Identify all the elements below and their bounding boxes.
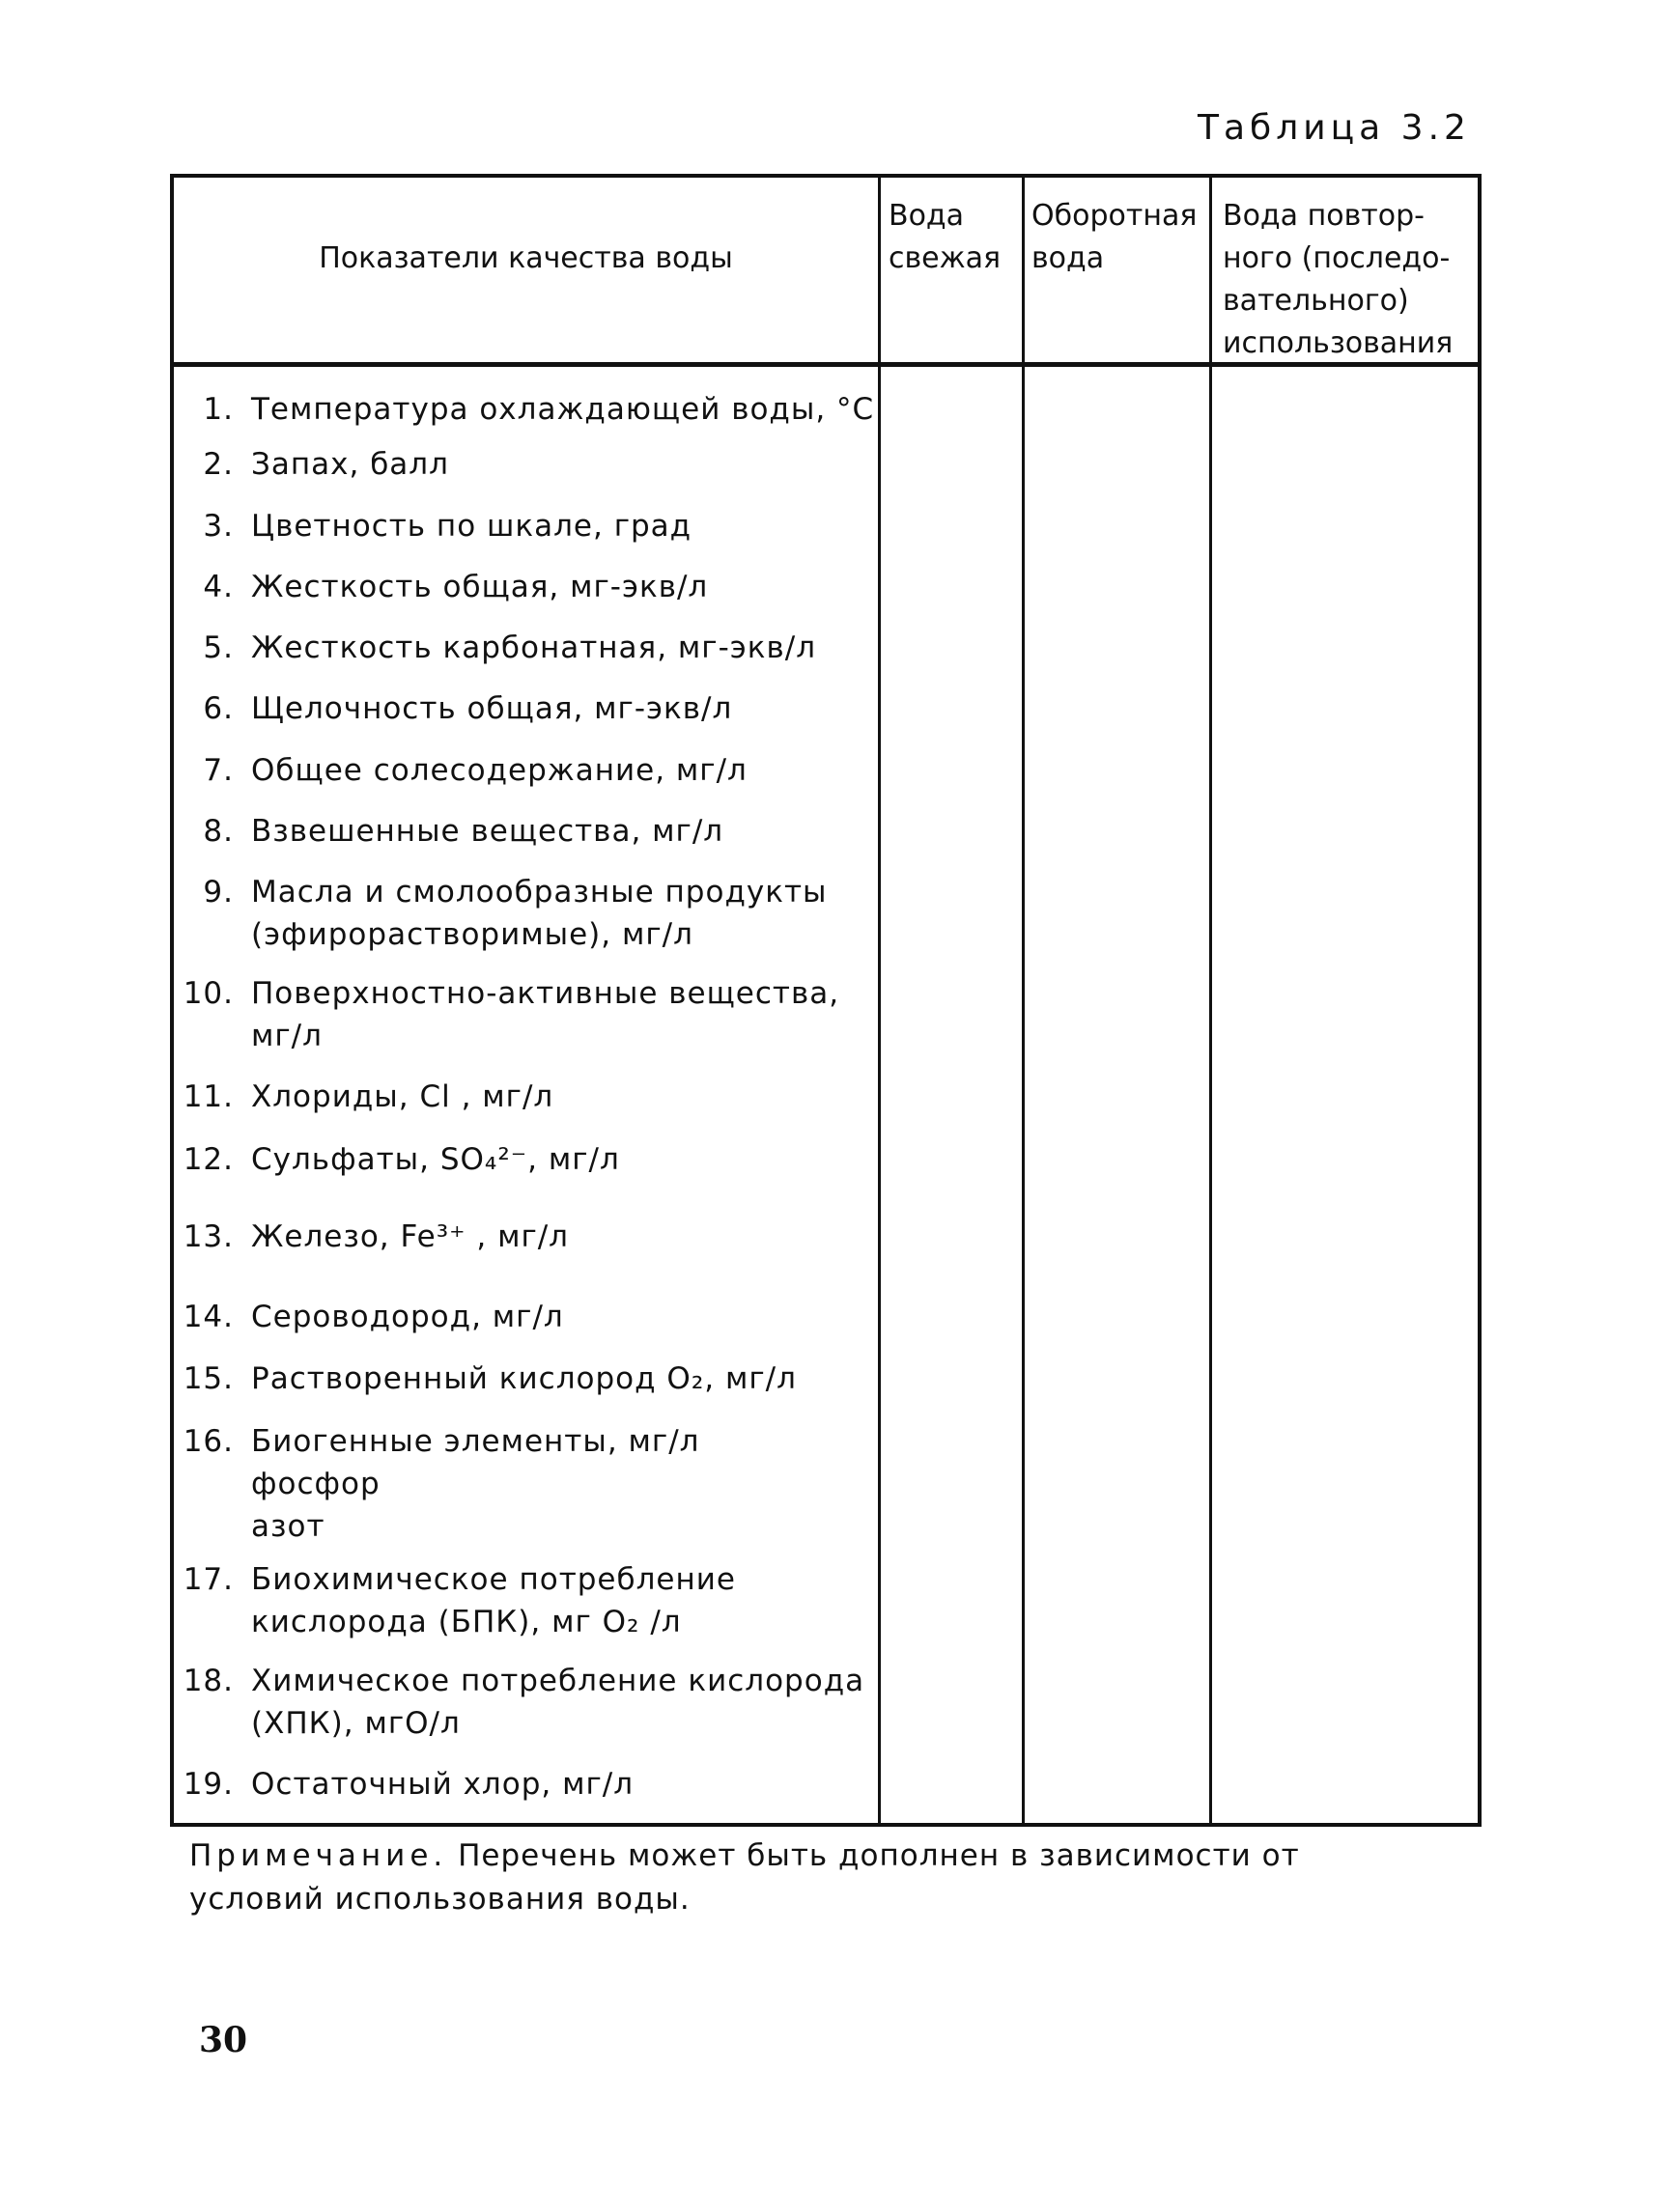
row-number: 19.: [183, 1767, 234, 1802]
row-number: 2.: [203, 447, 234, 482]
indicator-line: (ХПК), мгО/л: [251, 1706, 461, 1741]
row-number: 4.: [203, 570, 234, 604]
row-number: 12.: [183, 1142, 234, 1177]
row-indicator: [251, 1076, 879, 1118]
row-indicator: [251, 1358, 879, 1400]
table-note: [189, 1834, 1445, 1921]
row-indicator: [251, 1420, 879, 1548]
row-indicator: [251, 1216, 879, 1258]
table-caption: Таблица 3.2: [1198, 108, 1471, 148]
column-divider: [1022, 178, 1025, 1823]
row-indicator: [251, 972, 879, 1057]
indicator-line: Растворенный кислород O₂, мг/л: [251, 1361, 797, 1396]
row-indicator: [251, 1660, 879, 1745]
header-fresh-water: [889, 195, 1024, 280]
row-indicator: [251, 810, 879, 853]
row-number: 17.: [183, 1562, 234, 1597]
row-number: 14.: [183, 1300, 234, 1334]
water-quality-table: [170, 174, 1482, 1827]
row-number: 3.: [203, 509, 234, 544]
row-indicator: [251, 1138, 879, 1181]
indicator-line: Биогенные элементы, мг/л: [251, 1424, 700, 1459]
row-number: 6.: [203, 691, 234, 726]
header-reused-water: [1223, 195, 1483, 365]
row-number: 16.: [183, 1424, 234, 1459]
row-indicator: [251, 443, 879, 486]
row-number: 7.: [203, 753, 234, 788]
indicator-line: (эфирорастворимые), мг/л: [251, 917, 693, 952]
indicator-line: Щелочность общая, мг-экв/л: [251, 691, 733, 726]
indicator-line: Хлориды, Cl , мг/л: [251, 1079, 554, 1114]
page-number: 30: [199, 2020, 248, 2060]
row-number: 10.: [183, 976, 234, 1011]
indicator-line: фосфор: [251, 1467, 381, 1501]
header-recycled-water: [1031, 195, 1215, 280]
header-line: Вода повтор-: [1223, 199, 1425, 233]
header-line: вода: [1031, 241, 1105, 275]
row-number: 15.: [183, 1361, 234, 1396]
row-number: 1.: [203, 392, 234, 427]
indicator-line: Жесткость общая, мг-экв/л: [251, 570, 709, 604]
row-indicator: [251, 388, 879, 431]
indicator-line: Сероводород, мг/л: [251, 1300, 564, 1334]
note-text: Перечень может быть дополнен в зависимости от условий использования воды.: [189, 1838, 1300, 1917]
row-indicator: [251, 1558, 879, 1643]
indicator-line: Масла и смолообразные продукты: [251, 875, 828, 910]
row-indicator: [251, 1296, 879, 1338]
row-indicator: [251, 566, 879, 608]
row-number: 5.: [203, 630, 234, 665]
indicator-line: Запах, балл: [251, 447, 449, 482]
indicator-line: Сульфаты, SO₄²⁻, мг/л: [251, 1142, 620, 1177]
row-indicator: [251, 871, 879, 956]
indicator-line: азот: [251, 1509, 325, 1544]
row-number: 13.: [183, 1219, 234, 1254]
indicator-line: Температура охлаждающей воды, °С: [251, 392, 875, 427]
header-line: Вода: [889, 199, 965, 233]
row-indicator: [251, 749, 879, 792]
note-label: Примечание.: [189, 1838, 448, 1873]
indicator-line: Взвешенные вещества, мг/л: [251, 814, 724, 849]
indicator-line: Железо, Fe³⁺ , мг/л: [251, 1219, 569, 1254]
row-indicator: [251, 1763, 879, 1806]
indicator-line: мг/л: [251, 1019, 323, 1053]
row-number: 18.: [183, 1664, 234, 1698]
indicator-line: Цветность по шкале, град: [251, 509, 692, 544]
header-quality-indicators: Показатели качества воды: [319, 241, 733, 275]
header-line: использования: [1223, 326, 1454, 360]
indicator-line: Поверхностно-активные вещества,: [251, 976, 840, 1011]
header-line: свежая: [889, 241, 1002, 275]
indicator-line: кислорода (БПК), мг O₂ /л: [251, 1605, 682, 1639]
indicator-line: Жесткость карбонатная, мг-экв/л: [251, 630, 817, 665]
row-indicator: [251, 505, 879, 547]
row-indicator: [251, 627, 879, 669]
indicator-line: Биохимическое потребление: [251, 1562, 736, 1597]
indicator-line: Общее солесодержание, мг/л: [251, 753, 748, 788]
row-number: 11.: [183, 1079, 234, 1114]
column-divider: [1209, 178, 1212, 1823]
indicator-line: Химическое потребление кислорода: [251, 1664, 865, 1698]
header-line: вательного): [1223, 284, 1409, 318]
header-line: Оборотная: [1031, 199, 1198, 233]
row-indicator: [251, 687, 879, 730]
row-number: 9.: [203, 875, 234, 910]
row-number: 8.: [203, 814, 234, 849]
header-line: ного (последо-: [1223, 241, 1451, 275]
indicator-line: Остаточный хлор, мг/л: [251, 1767, 635, 1802]
